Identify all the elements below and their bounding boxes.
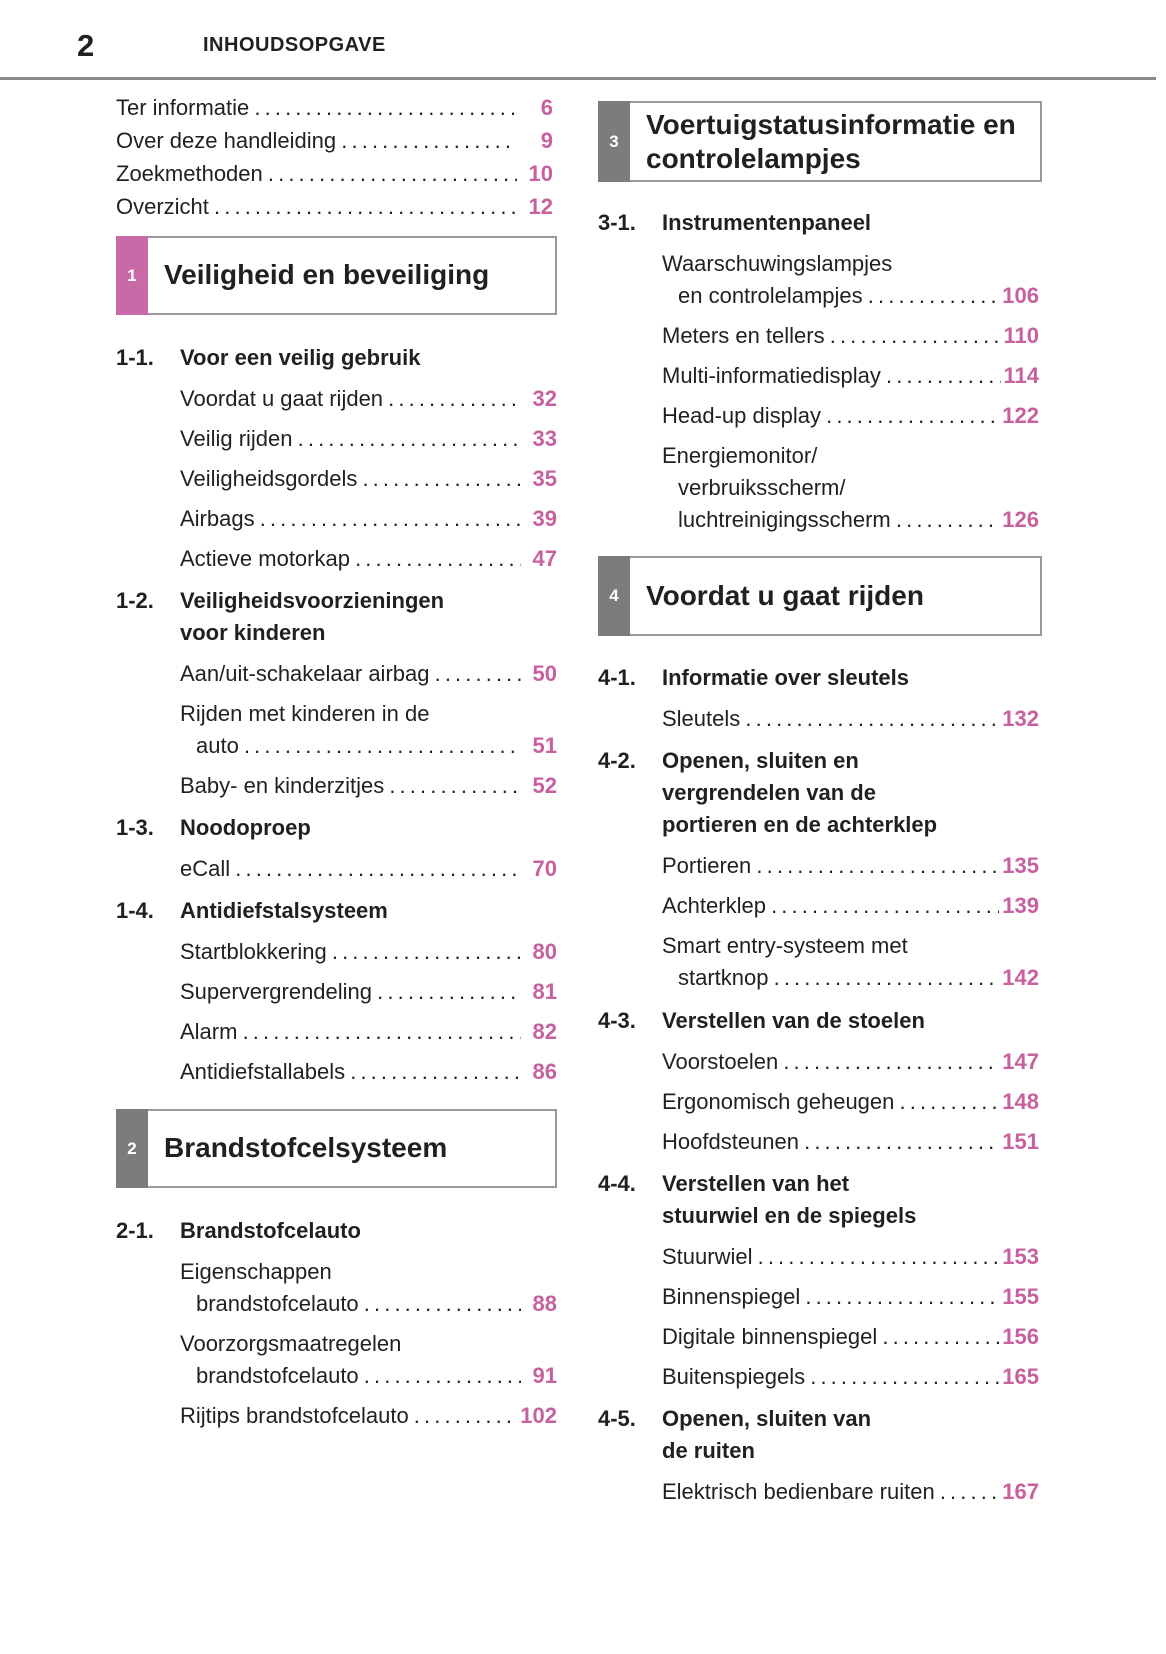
toc-entry[interactable]	[662, 849, 1039, 883]
section-number: 1-1.	[116, 345, 154, 370]
toc-entry[interactable]	[116, 190, 553, 224]
toc-page-number: 132	[999, 702, 1039, 736]
toc-entry-line: Rijden met kinderen in de	[180, 701, 430, 726]
toc-entry-label: Stuurwiel . . .	[662, 1240, 1003, 1274]
toc-entry-label: Meters en tellers . . .	[662, 319, 1003, 353]
section-title: Veiligheidsvoorzieningen	[180, 588, 445, 613]
toc-entry[interactable]	[116, 157, 553, 191]
toc-page-number: 35	[530, 462, 557, 496]
toc-entry[interactable]	[678, 961, 1039, 995]
section-number: 1-4.	[116, 898, 154, 923]
section-title: portieren en de achterklep	[662, 812, 938, 837]
toc-entry[interactable]	[662, 1360, 1039, 1394]
header-rule	[0, 77, 1156, 80]
toc-entry[interactable]	[662, 1240, 1039, 1274]
toc-entry-label: startknop . . .	[678, 961, 1003, 995]
toc-entry[interactable]	[662, 399, 1039, 433]
toc-entry[interactable]	[662, 1280, 1039, 1314]
toc-page-number: 114	[1001, 359, 1040, 393]
toc-entry-label: Voordat u gaat rijden . . .	[180, 382, 521, 416]
toc-entry-label: Multi-informatiedisplay . . .	[662, 359, 1003, 393]
toc-entry[interactable]	[180, 852, 557, 886]
chapter-number-tab: 2	[116, 1109, 148, 1188]
toc-entry-label: Alarm . . .	[180, 1015, 521, 1049]
chapter-number-tab: 4	[598, 556, 630, 636]
chapter-number-tab: 1	[116, 236, 148, 315]
toc-entry[interactable]	[662, 1125, 1039, 1159]
toc-entry-label: luchtreinigingsscherm . . .	[678, 503, 1003, 537]
toc-page-number: 165	[999, 1360, 1039, 1394]
section-title: Antidiefstalsysteem	[180, 898, 388, 923]
toc-entry-label: Supervergrendeling . . .	[180, 975, 521, 1009]
toc-entry-line: Smart entry-systeem met	[662, 933, 908, 958]
toc-entry-label: Airbags . . .	[180, 502, 521, 536]
section-number: 2-1.	[116, 1218, 154, 1243]
toc-entry-label: Veilig rijden . . .	[180, 422, 521, 456]
section-title: Openen, sluiten en	[662, 748, 859, 773]
toc-page-number: 51	[530, 729, 557, 763]
toc-page-number: 52	[530, 769, 557, 803]
toc-entry[interactable]	[180, 769, 557, 803]
toc-page-number: 80	[530, 935, 557, 969]
toc-entry[interactable]	[678, 279, 1039, 313]
toc-entry[interactable]	[180, 502, 557, 536]
toc-page-number: 122	[999, 399, 1039, 433]
toc-entry[interactable]	[662, 702, 1039, 736]
toc-entry-label: Head-up display . . .	[662, 399, 1003, 433]
toc-page-number: 135	[999, 849, 1039, 883]
toc-page-number: 82	[530, 1015, 557, 1049]
section-number: 1-2.	[116, 588, 154, 613]
toc-entry[interactable]	[196, 1287, 557, 1321]
section-title: de ruiten	[662, 1438, 755, 1463]
toc-page-number: 167	[999, 1475, 1039, 1509]
chapter-title: Voordat u gaat rijden	[646, 580, 924, 611]
toc-entry[interactable]	[662, 1085, 1039, 1119]
page-header	[0, 0, 1166, 80]
section-title: vergrendelen van de	[662, 780, 876, 805]
section-title: stuurwiel en de spiegels	[662, 1203, 917, 1228]
section-title: Openen, sluiten van	[662, 1406, 872, 1431]
toc-entry-line: verbruiksscherm/	[678, 475, 846, 500]
toc-page-number: 147	[999, 1045, 1039, 1079]
toc-page-number: 32	[530, 382, 557, 416]
section-title: Verstellen van de stoelen	[662, 1008, 925, 1033]
chapter-title: Brandstofcelsysteem	[164, 1132, 448, 1163]
section-number: 4-1.	[598, 665, 636, 690]
toc-page-number: 9	[538, 124, 553, 158]
toc-page-number: 102	[517, 1399, 557, 1433]
toc-entry[interactable]	[180, 1055, 557, 1089]
toc-entry-label: Digitale binnenspiegel . . .	[662, 1320, 1003, 1354]
toc-entry-label: Over deze handleiding . . .	[116, 124, 517, 158]
toc-entry[interactable]	[116, 124, 553, 158]
toc-entry-label: Ergonomisch geheugen . . .	[662, 1085, 1003, 1119]
section-title: Instrumentenpaneel	[662, 210, 872, 235]
toc-entry-label: Baby- en kinderzitjes . . .	[180, 769, 521, 803]
toc-entry-label: brandstofcelauto . . .	[196, 1359, 521, 1393]
toc-page-number: 12	[526, 190, 553, 224]
toc-entry-line: Voorzorgsmaatregelen	[180, 1331, 402, 1356]
toc-entry-label: Binnenspiegel . . .	[662, 1280, 1003, 1314]
chapter-title: Veiligheid en beveiliging	[164, 259, 490, 290]
toc-entry-label: Antidiefstallabels . . .	[180, 1055, 521, 1089]
section-number: 4-3.	[598, 1008, 636, 1033]
toc-entry[interactable]	[662, 319, 1039, 353]
toc-entry[interactable]	[678, 503, 1039, 537]
toc-entry[interactable]	[180, 422, 557, 456]
toc-entry-label: brandstofcelauto . . .	[196, 1287, 521, 1321]
chapter-3-box[interactable]	[598, 101, 1042, 182]
toc-page-number: 50	[530, 657, 557, 691]
toc-entry-label: Veiligheidsgordels . . .	[180, 462, 521, 496]
toc-page-number: 155	[999, 1280, 1039, 1314]
chapter-title: controlelampjes	[646, 143, 861, 174]
toc-entry-label: Actieve motorkap . . .	[180, 542, 521, 576]
toc-entry-label: en controlelampjes . . .	[678, 279, 1003, 313]
toc-page-number: 156	[999, 1320, 1039, 1354]
toc-entry-line: Energiemonitor/	[662, 443, 818, 468]
section-title: voor kinderen	[180, 620, 326, 645]
toc-entry-label: Aan/uit-schakelaar airbag . . .	[180, 657, 521, 691]
toc-entry-label: Voorstoelen . . .	[662, 1045, 1003, 1079]
toc-page-number: 81	[530, 975, 557, 1009]
toc-entry[interactable]	[180, 1399, 557, 1433]
section-title: Verstellen van het	[662, 1171, 850, 1196]
toc-entry-label: Buitenspiegels . . .	[662, 1360, 1003, 1394]
toc-entry-line: Waarschuwingslampjes	[662, 251, 893, 276]
toc-entry[interactable]	[662, 889, 1039, 923]
toc-entry-line: Eigenschappen	[180, 1259, 332, 1284]
toc-entry-label: Elektrisch bedienbare ruiten . . .	[662, 1475, 1003, 1509]
toc-page-number: 142	[999, 961, 1039, 995]
toc-page-number: 70	[530, 852, 557, 886]
toc-page-number: 10	[526, 157, 553, 191]
section-number: 4-5.	[598, 1406, 636, 1431]
toc-page-number: 39	[530, 502, 557, 536]
toc-entry-label: Startblokkering . . .	[180, 935, 521, 969]
toc-entry[interactable]	[116, 91, 553, 125]
section-title: Voor een veilig gebruik	[180, 345, 421, 370]
toc-page-number: 151	[999, 1125, 1039, 1159]
toc-entry[interactable]	[662, 1475, 1039, 1509]
page-number: 2	[77, 28, 95, 63]
toc-entry-label: Achterklep . . .	[662, 889, 1003, 923]
toc-entry-label: Overzicht . . .	[116, 190, 517, 224]
toc-entry[interactable]	[180, 382, 557, 416]
toc-entry-label: Ter informatie . . .	[116, 91, 517, 125]
toc-entry-label: Rijtips brandstofcelauto . . .	[180, 1399, 521, 1433]
page-title: INHOUDSOPGAVE	[203, 34, 386, 56]
section-title: Noodoproep	[180, 815, 311, 840]
toc-entry[interactable]	[180, 542, 557, 576]
toc-entry[interactable]	[662, 359, 1039, 393]
section-title: Brandstofcelauto	[180, 1218, 361, 1243]
toc-page-number: 91	[530, 1359, 557, 1393]
chapter-number-tab: 3	[598, 101, 630, 182]
toc-entry[interactable]	[196, 729, 557, 763]
toc-page-number: 110	[1001, 319, 1040, 353]
toc-entry[interactable]	[180, 935, 557, 969]
toc-page-number: 126	[999, 503, 1039, 537]
chapter-title: Voertuigstatusinformatie en	[646, 109, 1016, 140]
section-title: Informatie over sleutels	[662, 665, 909, 690]
toc-entry-label: Portieren . . .	[662, 849, 1003, 883]
toc-entry-label: Zoekmethoden . . .	[116, 157, 517, 191]
section-number: 4-4.	[598, 1171, 636, 1196]
chapter-2-box[interactable]	[116, 1109, 557, 1188]
toc-entry[interactable]	[180, 975, 557, 1009]
toc-entry[interactable]	[180, 1015, 557, 1049]
toc-page-number: 47	[530, 542, 557, 576]
toc-entry-label: auto . . .	[196, 729, 521, 763]
toc-entry[interactable]	[662, 1320, 1039, 1354]
toc-entry-label: eCall . . .	[180, 852, 521, 886]
chapter-4-box[interactable]	[598, 556, 1042, 636]
chapter-1-box[interactable]	[116, 236, 557, 315]
toc-entry[interactable]	[662, 1045, 1039, 1079]
section-number: 3-1.	[598, 210, 636, 235]
toc-page-number: 106	[999, 279, 1039, 313]
toc-page-number: 88	[530, 1287, 557, 1321]
toc-page-number: 148	[999, 1085, 1039, 1119]
toc-page-number: 139	[999, 889, 1039, 923]
toc-entry-label: Sleutels . . .	[662, 702, 1003, 736]
toc-page-number: 6	[538, 91, 553, 125]
section-number: 1-3.	[116, 815, 154, 840]
toc-page-number: 86	[530, 1055, 557, 1089]
toc-entry-label: Hoofdsteunen . . .	[662, 1125, 1003, 1159]
toc-entry[interactable]	[180, 462, 557, 496]
toc-page-number: 153	[999, 1240, 1039, 1274]
toc-entry[interactable]	[180, 657, 557, 691]
section-number: 4-2.	[598, 748, 636, 773]
toc-page-number: 33	[530, 422, 557, 456]
toc-entry[interactable]	[196, 1359, 557, 1393]
